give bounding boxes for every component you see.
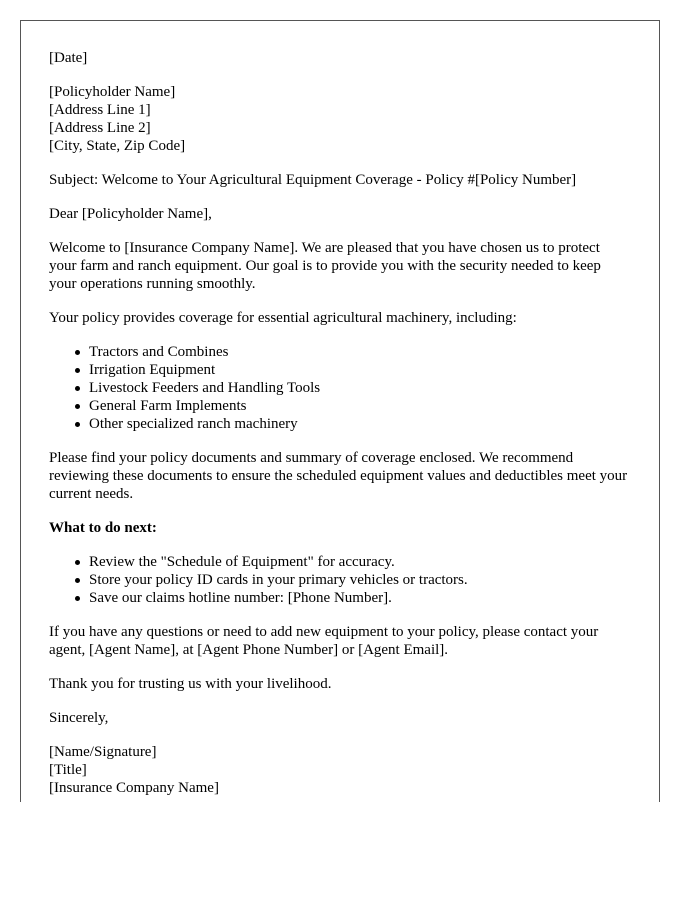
recipient-city-state-zip: [City, State, Zip Code] bbox=[49, 138, 186, 154]
closing: Sincerely, bbox=[49, 710, 109, 726]
coverage-list-item: Other specialized ranch machinery bbox=[89, 415, 631, 433]
coverage-list-item: Tractors and Combines bbox=[89, 343, 631, 361]
recipient-address-line-1: [Address Line 1] bbox=[49, 102, 151, 118]
next-steps-heading: What to do next: bbox=[49, 520, 157, 536]
coverage-list-item: Livestock Feeders and Handling Tools bbox=[89, 379, 631, 397]
next-steps-list bbox=[49, 553, 631, 607]
thanks-paragraph: Thank you for trusting us with your livelihood. bbox=[49, 676, 332, 692]
recipient-name: [Policyholder Name] bbox=[49, 84, 176, 100]
signature-block bbox=[49, 743, 631, 797]
intro-paragraph: Welcome to [Insurance Company Name]. We are pleased that you have chosen us to protect your farm and ranch equipment. Our goal is to provide you with the security needed to keep your operations running smoothly. bbox=[49, 240, 601, 292]
contact-paragraph: If you have any questions or need to add new equipment to your policy, please contact your agent, [Agent Name], at [Agent Phone Number] or [Agent Email]. bbox=[49, 624, 599, 658]
next-steps-list-item: Store your policy ID cards in your primary vehicles or tractors. bbox=[89, 571, 631, 589]
recipient-address bbox=[49, 83, 631, 155]
coverage-intro-paragraph: Your policy provides coverage for essential agricultural machinery, including: bbox=[49, 310, 517, 326]
subject-line: Subject: Welcome to Your Agricultural Equipment Coverage - Policy #[Policy Number] bbox=[49, 172, 577, 188]
letter-page bbox=[20, 20, 660, 802]
date-text: [Date] bbox=[49, 50, 88, 66]
coverage-list-item: Irrigation Equipment bbox=[89, 361, 631, 379]
coverage-list-item: General Farm Implements bbox=[89, 397, 631, 415]
documents-paragraph: Please find your policy documents and summary of coverage enclosed. We recommend reviewing these documents to ensure the scheduled equipment values and deductibles meet your current needs. bbox=[49, 450, 628, 502]
signature-name: [Name/Signature] bbox=[49, 744, 157, 760]
salutation: Dear [Policyholder Name], bbox=[49, 206, 212, 222]
next-steps-list-item: Review the "Schedule of Equipment" for accuracy. bbox=[89, 553, 631, 571]
signature-title: [Title] bbox=[49, 762, 87, 778]
letter-date bbox=[49, 49, 631, 67]
next-steps-list-item: Save our claims hotline number: [Phone Number]. bbox=[89, 589, 631, 607]
coverage-list bbox=[49, 343, 631, 433]
signature-company: [Insurance Company Name] bbox=[49, 780, 219, 796]
recipient-address-line-2: [Address Line 2] bbox=[49, 120, 151, 136]
